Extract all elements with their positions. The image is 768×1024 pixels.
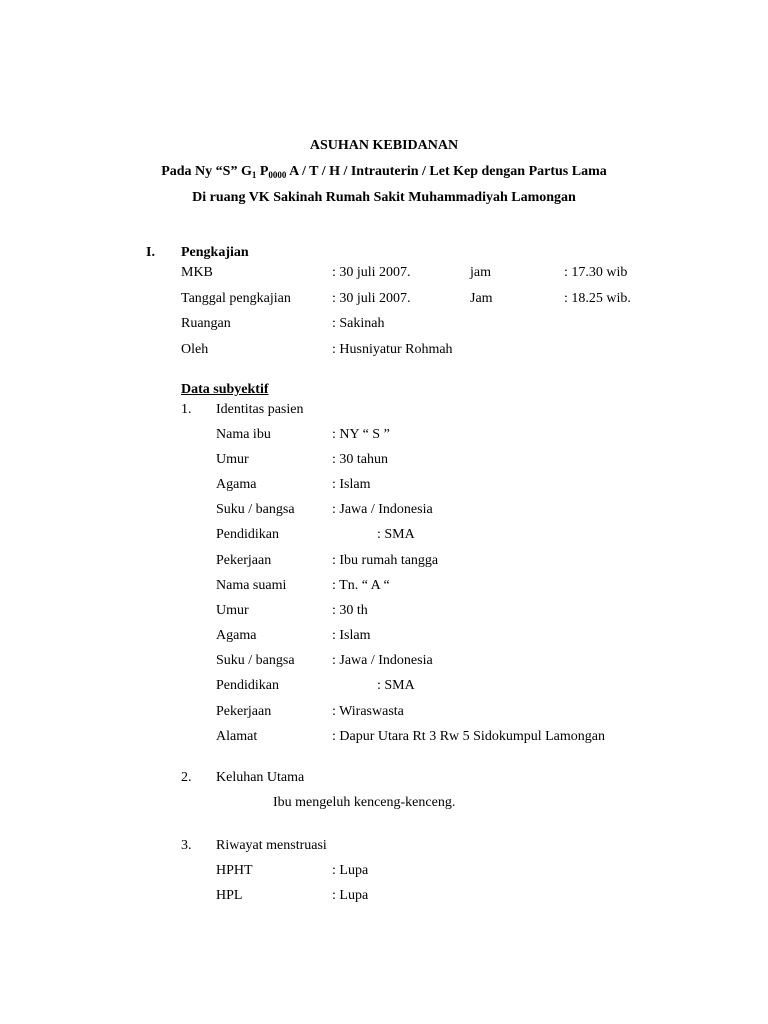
item-number: 3. [181, 838, 192, 853]
field-value: : 30 th [332, 603, 368, 618]
field-value: : SMA [377, 527, 415, 542]
field-label: HPHT [216, 863, 253, 878]
item-number: 1. [181, 402, 192, 417]
assessment-date-value: : 30 juli 2007. [332, 291, 411, 306]
item-title: Keluhan Utama [216, 770, 305, 785]
field-label: Umur [216, 452, 249, 467]
mkb-time-label: jam [470, 265, 491, 280]
by-label: Oleh [181, 342, 209, 357]
item-title: Riwayat menstruasi [216, 838, 327, 853]
field-label: Agama [216, 628, 257, 643]
field-label: Pendidikan [216, 678, 279, 693]
doc-subtitle: Pada Ny “S” $G_1$ $P_{0000}$ A / T / H / Intrauterin / Let Kep dengan Partus Lama [161, 164, 607, 180]
room-label: Ruangan [181, 316, 231, 331]
assessment-time-label: Jam [470, 291, 493, 306]
field-label: Umur [216, 603, 249, 618]
field-value: : Islam [332, 628, 371, 643]
field-value: : Wiraswasta [332, 704, 404, 719]
field-value: : Lupa [332, 863, 369, 878]
field-label: Pekerjaan [216, 704, 272, 719]
field-label: Suku / bangsa [216, 502, 295, 517]
mkb-time-value: : 17.30 wib [564, 265, 628, 280]
field-label: Alamat [216, 729, 258, 744]
field-label: Pendidikan [216, 527, 279, 542]
assessment-time-value: : 18.25 wib. [564, 291, 631, 306]
item-number: 2. [181, 770, 192, 785]
field-label: Agama [216, 477, 257, 492]
field-label: HPL [216, 888, 243, 903]
by-value: : Husniyatur Rohmah [332, 342, 453, 357]
field-label: Nama suami [216, 578, 287, 593]
field-value: : Jawa / Indonesia [332, 653, 433, 668]
field-value: : NY “ S ” [332, 427, 390, 442]
field-label: Nama ibu [216, 427, 271, 442]
field-label: Suku / bangsa [216, 653, 295, 668]
field-label: Pekerjaan [216, 553, 272, 568]
complaint-text: Ibu mengeluh kenceng-kenceng. [273, 795, 456, 810]
assessment-date-label: Tanggal pengkajian [181, 291, 291, 306]
section-heading: Pengkajian [181, 245, 249, 260]
mkb-label: MKB [181, 265, 213, 280]
section-number: I. [146, 245, 155, 260]
room-value: : Sakinah [332, 316, 385, 331]
field-value: : Lupa [332, 888, 369, 903]
field-value: : SMA [377, 678, 415, 693]
field-value: : Tn. “ A “ [332, 578, 390, 593]
subjective-heading: Data subyektif [181, 382, 269, 397]
field-value: : Islam [332, 477, 371, 492]
doc-title: ASUHAN KEBIDANAN [309, 138, 459, 153]
field-value: : Jawa / Indonesia [332, 502, 433, 517]
field-value: : 30 tahun [332, 452, 388, 467]
field-value: : Dapur Utara Rt 3 Rw 5 Sidokumpul Lamongan [332, 729, 605, 744]
field-value: : Ibu rumah tangga [332, 553, 439, 568]
mkb-value: : 30 juli 2007. [332, 265, 411, 280]
item-title: Identitas pasien [216, 402, 304, 417]
doc-location: Di ruang VK Sakinah Rumah Sakit Muhammadiyah Lamongan [192, 190, 576, 205]
